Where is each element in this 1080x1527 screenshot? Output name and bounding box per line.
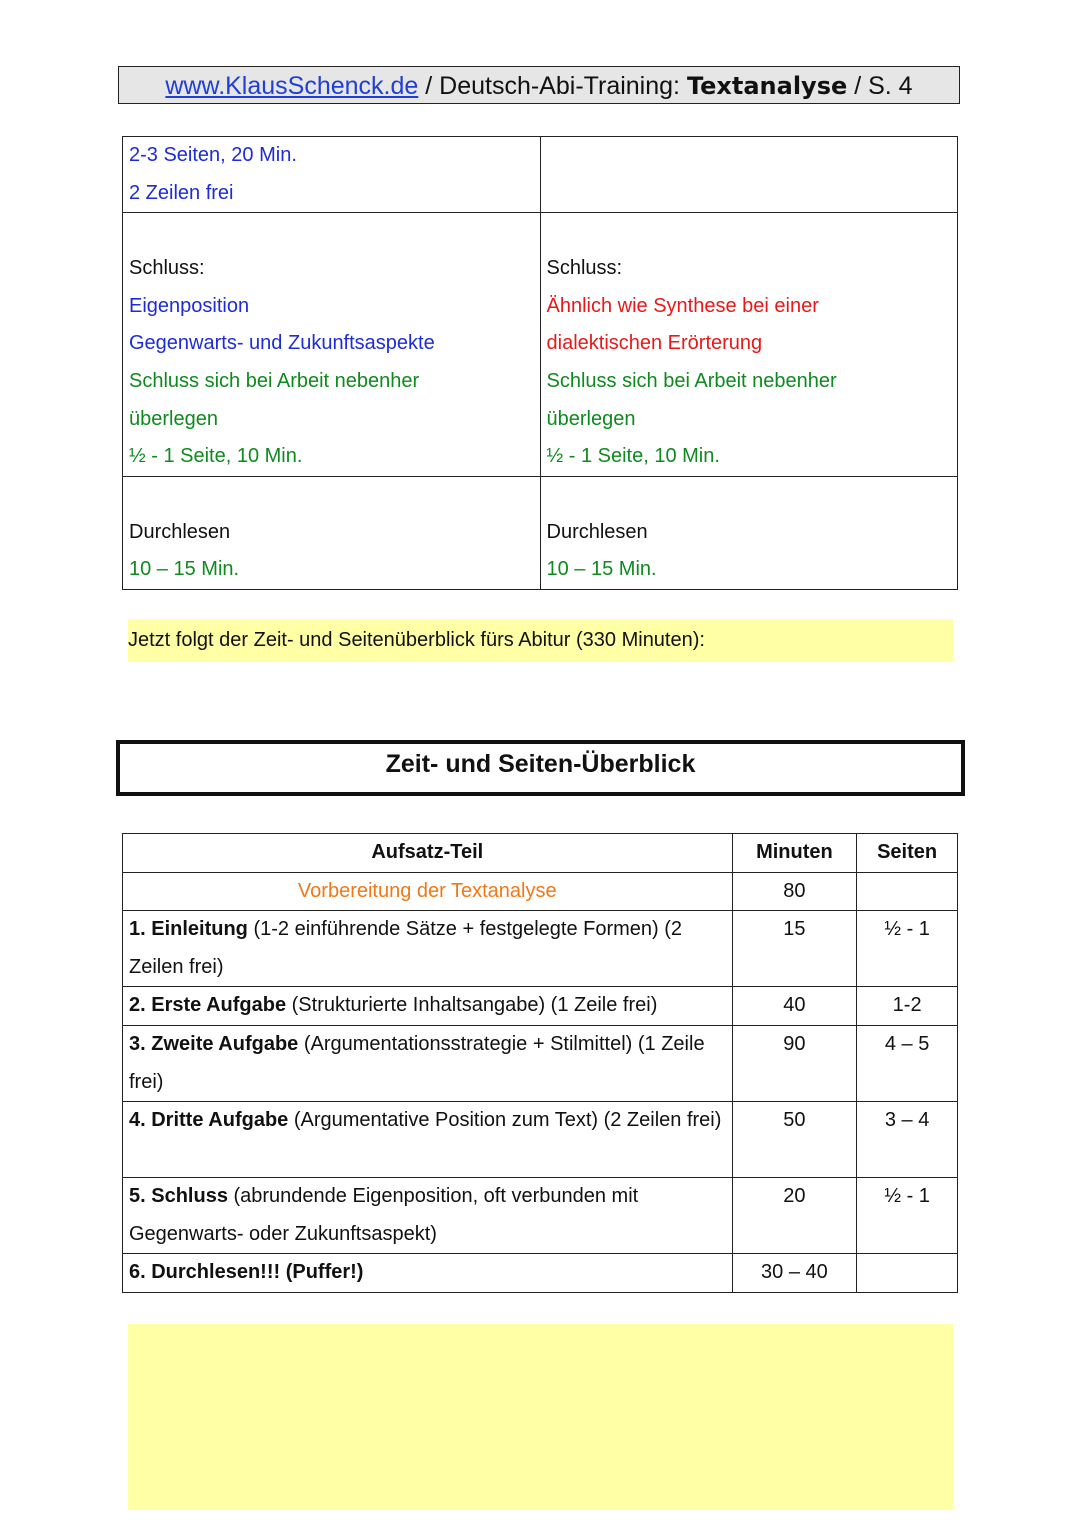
table-header-row	[123, 834, 958, 873]
cell-heading: Schluss:	[129, 257, 205, 280]
prep-label: Vorbereitung der Textanalyse	[123, 872, 733, 911]
page-header	[118, 66, 960, 104]
table-row	[123, 213, 958, 477]
part-cell	[123, 1178, 733, 1254]
part-cell	[123, 1254, 733, 1293]
part-title: 6. Durchlesen!!! (Puffer!)	[129, 1261, 364, 1284]
prep-pages	[857, 872, 958, 911]
table-cell	[123, 476, 541, 589]
part-title: 5. Schluss	[129, 1185, 228, 1208]
cell-heading: Durchlesen	[129, 520, 231, 543]
header-pages: Seiten	[857, 834, 958, 873]
cell-line: ½ - 1 Seite, 10 Min.	[546, 445, 720, 468]
part-title: 2. Erste Aufgabe	[129, 994, 287, 1017]
table-row	[123, 872, 958, 911]
pages-cell: 1-2	[857, 987, 958, 1026]
table-cell	[123, 137, 541, 213]
minutes-cell: 15	[732, 911, 857, 987]
cell-line: Eigenposition	[129, 294, 250, 317]
table-row	[123, 1102, 958, 1178]
cell-line: überlegen	[546, 407, 636, 430]
table-row	[123, 1178, 958, 1254]
part-desc: (Argumentationsstrategie + Stilmittel) (1 Zeile frei)	[129, 1032, 705, 1093]
cell-heading: Schluss:	[546, 257, 623, 280]
header-middle: / Deutsch-Abi-Training:	[418, 72, 687, 100]
comparison-table	[122, 136, 958, 590]
cell-line: 10 – 15 Min.	[546, 558, 657, 581]
part-cell	[123, 987, 733, 1026]
minutes-cell: 50	[732, 1102, 857, 1178]
table-cell	[540, 213, 958, 477]
cell-line: Ähnlich wie Synthese bei einer	[546, 294, 819, 317]
pages-cell: 3 – 4	[857, 1102, 958, 1178]
pages-cell: 4 – 5	[857, 1025, 958, 1101]
header-topic: Textanalyse	[686, 72, 848, 100]
site-link[interactable]: www.KlausSchenck.de	[165, 72, 419, 100]
cell-line: Gegenwarts- und Zukunftsaspekte	[129, 332, 435, 355]
table-row	[123, 911, 958, 987]
prep-minutes: 80	[732, 872, 857, 911]
table-row	[123, 1025, 958, 1101]
table-cell	[540, 137, 958, 213]
minutes-cell: 90	[732, 1025, 857, 1101]
table-row	[123, 987, 958, 1026]
header-minutes: Minuten	[732, 834, 857, 873]
header-part: Aufsatz-Teil	[123, 834, 733, 873]
cell-line: ½ - 1 Seite, 10 Min.	[129, 445, 303, 468]
cell-line: überlegen	[129, 407, 218, 430]
table-cell	[123, 213, 541, 477]
part-desc: (abrundende Eigenposition, oft verbunden mit Gegenwarts- oder Zukunftsaspekt)	[129, 1185, 639, 1245]
cell-heading: Durchlesen	[546, 520, 648, 543]
minutes-cell: 30 – 40	[732, 1254, 857, 1293]
cell-line: Schluss sich bei Arbeit nebenher	[546, 369, 837, 392]
part-cell	[123, 1025, 733, 1101]
cell-line: 2-3 Seiten, 20 Min.	[129, 144, 297, 166]
header-page: / S. 4	[847, 72, 913, 100]
minutes-cell: 40	[732, 987, 857, 1026]
part-title: 3. Zweite Aufgabe	[129, 1032, 299, 1055]
table-cell	[540, 476, 958, 589]
part-title: 4. Dritte Aufgabe	[129, 1109, 289, 1132]
pages-cell: ½ - 1	[857, 1178, 958, 1254]
minutes-cell: 20	[732, 1178, 857, 1254]
part-cell	[123, 1102, 733, 1178]
part-desc: (1-2 einführende Sätze + festgelegte Formen) (2 Zeilen frei)	[129, 918, 683, 978]
part-desc: (Argumentative Position zum Text) (2 Zeilen frei)	[288, 1109, 722, 1132]
section-title: Zeit- und Seiten-Überblick	[116, 740, 965, 796]
part-title: 1. Einleitung	[129, 918, 248, 941]
table-row	[123, 137, 958, 213]
part-desc: (Strukturierte Inhaltsangabe) (1 Zeile frei)	[286, 994, 658, 1017]
cell-line: 2 Zeilen frei	[129, 181, 234, 204]
pages-cell	[857, 1254, 958, 1293]
cell-line: 10 – 15 Min.	[129, 558, 240, 581]
highlight-note: Jetzt folgt der Zeit- und Seitenüberblick fürs Abitur (330 Minuten):	[128, 619, 953, 662]
overview-table	[122, 833, 958, 1293]
cell-line: Schluss sich bei Arbeit nebenher	[129, 369, 420, 392]
pages-cell: ½ - 1	[857, 911, 958, 987]
cell-line: dialektischen Erörterung	[546, 332, 763, 355]
table-row	[123, 1254, 958, 1293]
part-cell	[123, 911, 733, 987]
empty-highlight-box	[128, 1324, 953, 1510]
table-row	[123, 476, 958, 589]
